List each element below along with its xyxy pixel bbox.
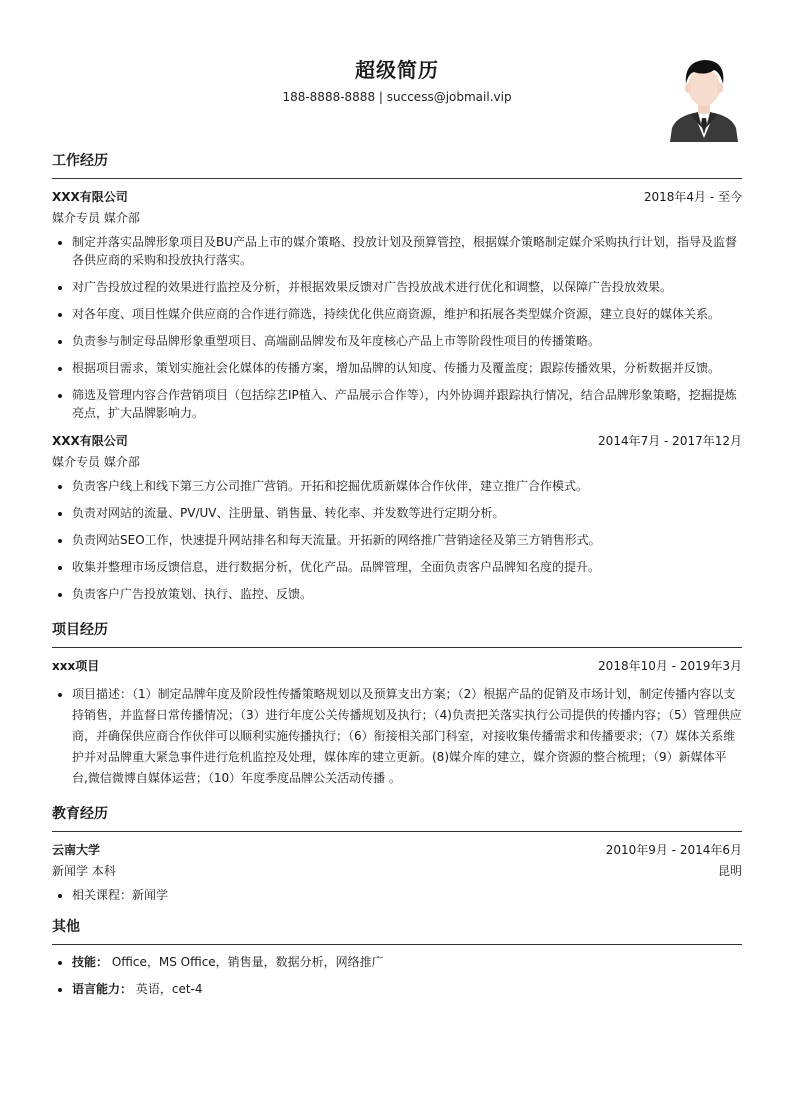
list-item: • 对广告投放过程的效果进行监控及分析，并根据效果反馈对广告投放战术进行优化和调整，以保障广告投放效果。 (72, 278, 742, 296)
list-item: • 负责参与制定母品牌形象重塑项目、高端副品牌发布及年度核心产品上市等阶段性项目的传播策略。 (72, 332, 742, 350)
section-title-project: 项目经历 (52, 621, 742, 648)
section-title-other: 其他 (52, 918, 742, 945)
project-section (52, 621, 742, 789)
work-entry (52, 431, 742, 603)
list-item: • 对各年度、项目性媒介供应商的合作进行筛选，持续优化供应商资源，维护和拓展各类型媒介资源，建立良好的媒体关系。 (72, 305, 742, 323)
language-value: 英语，cet-4 (135, 982, 203, 996)
skills-value: Office，MS Office，销售量，数据分析，网络推广 (111, 955, 384, 969)
education-section (52, 805, 742, 904)
entry-date: 2018年10月 - 2019年3月 (598, 659, 742, 673)
entry-date: 2010年9月 - 2014年6月 (605, 843, 742, 857)
work-section (52, 152, 742, 603)
entry-header (52, 431, 742, 451)
bullet-list (52, 477, 742, 603)
entry-header (52, 840, 742, 860)
entry-header (52, 656, 742, 676)
other-section (52, 918, 742, 998)
company-name: XXX有限公司 (52, 434, 128, 448)
list-item: • 筛选及管理内容合作营销项目（包括综艺IP植入、产品展示合作等），内外协调并跟踪执行情况，结合品牌形象策略，挖掘提炼亮点，扩大品牌影响力。 (72, 386, 742, 422)
list-item (72, 953, 742, 971)
company-name: XXX有限公司 (52, 190, 128, 204)
bullet-list (52, 886, 742, 904)
entry-date: 2018年4月 - 至今 (643, 190, 742, 204)
resume-name: 超级简历 (355, 58, 439, 82)
list-item: • 根据项目需求，策划实施社会化媒体的传播方案，增加品牌的认知度、传播力及覆盖度；跟踪传播效果，分析数据并反馈。 (72, 359, 742, 377)
entry-date: 2014年7月 - 2017年12月 (598, 434, 742, 448)
section-title-work: 工作经历 (52, 152, 742, 179)
list-item: • 负责客户线上和线下第三方公司推广营销。开拓和挖掘优质新媒体合作伙伴，建立推广合作模式。 (72, 477, 742, 495)
section-title-education: 教育经历 (52, 805, 742, 832)
entry-major (52, 860, 742, 882)
bullet-list (52, 684, 742, 789)
skills-label: 技能： (72, 955, 109, 969)
bullet-list (52, 233, 742, 422)
project-name: xxx项目 (52, 659, 100, 673)
bullet-list (52, 953, 742, 998)
list-item (72, 980, 742, 998)
job-title: 媒介专员 媒介部 (52, 455, 140, 469)
list-item: • 制定并落实品牌形象项目及BU产品上市的媒介策略、投放计划及预算管控，根据媒介策略制定媒介采购执行计划，指导及监督各供应商的采购和投放执行落实。 (72, 233, 742, 269)
job-title: 媒介专员 媒介部 (52, 211, 140, 225)
language-label: 语言能力： (72, 982, 133, 996)
list-item: • 收集并整理市场反馈信息，进行数据分析，优化产品。品牌管理，全面负责客户品牌知名度的提升。 (72, 558, 742, 576)
list-item: • 相关课程：新闻学 (72, 886, 742, 904)
work-entry (52, 187, 742, 422)
contact-line: 188-8888-8888 | success@jobmail.vip (282, 90, 512, 104)
list-item: • 项目描述：（1）制定品牌年度及阶段性传播策略规划以及预算支出方案；（2）根据产品的促销及市场计划，制定传播内容以支持销售，并监督日常传播情况；（3）进行年度公关传播规划及执行；（4)负责把关落实执行公司提供的传播内容；（5）管理供应商，并确保供应商合作伙伴可以顺利实施传播执行；（6）衔接相关部门科室，对接收集传播需求和传播要求；（7）媒体关系维护并对品牌重大紧急事件进行危机监控及处理，媒体库的建立更新。(8)媒介库的建立，媒介资源的整合梳理；（9）新媒体平台,微信微博自媒体运营；（10）年度季度品牌公关活动传播 。 (72, 684, 742, 789)
resume-header (0, 0, 794, 150)
list-item: • 负责网站SEO工作，快速提升网站排名和每天流量。开拓新的网络推广营销途径及第三方销售形式。 (72, 531, 742, 549)
city: 昆明 (717, 864, 742, 878)
major: 新闻学 本科 (52, 864, 116, 878)
entry-role (52, 451, 742, 473)
resume-body (52, 152, 742, 1018)
school-name: 云南大学 (52, 843, 101, 857)
entry-header (52, 187, 742, 207)
list-item: • 负责对网站的流量、PV/UV、注册量、销售量、转化率、并发数等进行定期分析。 (72, 504, 742, 522)
entry-role (52, 207, 742, 229)
list-item: • 负责客户广告投放策划、执行、监控、反馈。 (72, 585, 742, 603)
avatar-icon (668, 54, 740, 142)
